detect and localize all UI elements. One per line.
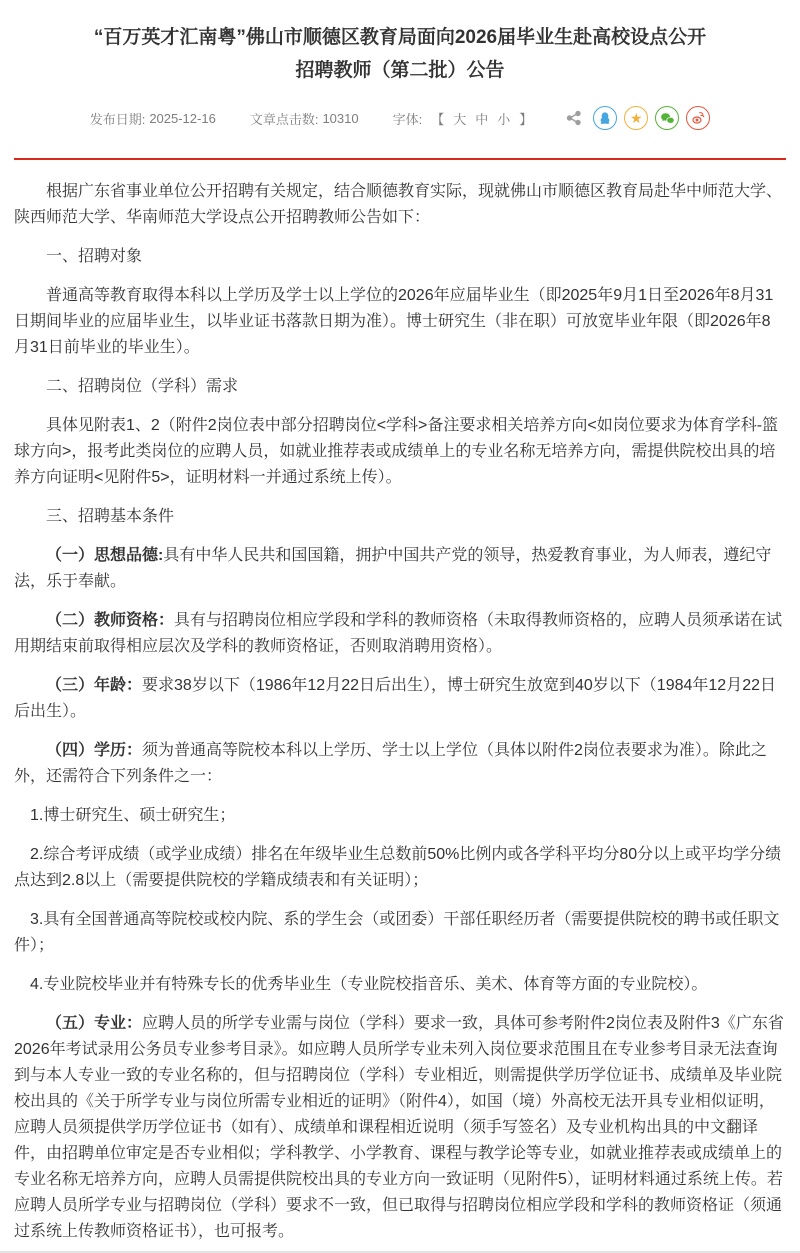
bracket-close: 】: [519, 111, 533, 127]
weibo-share-icon[interactable]: [686, 106, 710, 130]
star-glyph: ★: [630, 110, 643, 126]
paragraph: 普通高等教育取得本科以上学历及学士以上学位的2026年应届毕业生（即2025年9月1日至2026年8月31日期间毕业的应届毕业生，以毕业证书落款日期为准）。博士研究生（非在职）可放宽毕业年限（即2026年8月31日前毕业的毕业生）。: [14, 287, 774, 356]
paragraph: （四）学历：须为普通高等院校本科以上学历、学士以上学位（具体以附件2岗位表要求为准）。除此之外，还需符合下列条件之一：: [14, 742, 767, 785]
qzone-share-icon[interactable]: [624, 106, 648, 130]
font-size-small-button[interactable]: 小: [497, 111, 511, 127]
qq-share-icon[interactable]: [593, 106, 617, 130]
share-bar: [566, 106, 710, 130]
paragraph: （一）思想品德:具有中华人民共和国国籍，拥护中国共产党的领导，热爱教育事业，为人师表，遵纪守法，乐于奉献。: [14, 547, 772, 590]
font-size-large-button[interactable]: 大: [453, 111, 467, 127]
font-size-control: [393, 109, 533, 128]
article-body: [0, 160, 800, 1245]
publish-date-label: 发布日期:: [89, 111, 146, 127]
paragraph: （三）年龄：要求38岁以下（1986年12月22日后出生），博士研究生放宽到40岁以下（1984年12月22日后出生）。: [14, 677, 776, 720]
paragraph: （五）专业：应聘人员的所学专业需与岗位（学科）要求一致，具体可参考附件2岗位表及附件3《广东省2026年考试录用公务员专业参考目录》。如应聘人员所学专业未列入岗位要求范围且在专业参考目录无法查询到与本人专业一致的专业名称的，但与招聘岗位（学科）专业相近，则需提供学历学位证书、成绩单及毕业院校出具的《关于所学专业与岗位所需专业相近的证明》（附件4），如国（境）外高校无法开具专业相似证明，应聘人员须提供学历学位证书（如有）、成绩单和课程相近说明（须手写签名）及专业机构出具的中文翻译件，由招聘单位审定是否专业相似；学科教学、小学教育、课程与教学论等专业，如就业推荐表或成绩单上的专业名称无培养方向，应聘人员需提供院校出具的专业方向一致证明（见附件5），证明材料通过系统上传。若应聘人员所学专业与招聘岗位（学科）要求不一致，但已取得与招聘岗位相应学段和学科的教师资格证（须通过系统上传教师资格证书），也可报考。: [14, 1015, 784, 1240]
publish-date-group: [90, 109, 216, 128]
item-lead: （五）专业：: [46, 1015, 143, 1032]
click-count-label: 文章点击数:: [249, 111, 319, 127]
meta-row: [0, 105, 800, 131]
click-count-value: 10310: [322, 110, 359, 126]
paragraph: 3.具有全国普通高等院校或校内院、系的学生会（或团委）干部任职经历者（需要提供院校的聘书或任职文件）；: [14, 911, 780, 954]
section-heading: 二、招聘岗位（学科）需求: [46, 378, 239, 395]
paragraph: 具体见附表1、2（附件2岗位表中部分招聘岗位<学科>备注要求相关培养方向<如岗位要求为体育学科-篮球方向>，报考此类岗位的应聘人员，如就业推荐表或成绩单上的专业名称无培养方向，需提供院校出具的培养方向证明<见附件5>，证明材料一并通过系统上传）。: [14, 417, 779, 486]
font-size-medium-button[interactable]: 中: [475, 111, 489, 127]
bracket-open: 【: [431, 111, 445, 127]
item-lead: （一）思想品德:: [46, 547, 164, 564]
wechat-share-icon[interactable]: [655, 106, 679, 130]
section-heading: 一、招聘对象: [46, 248, 143, 265]
paragraph: 根据广东省事业单位公开招聘有关规定，结合顺德教育实际，现就佛山市顺德区教育局赴华中师范大学、陕西师范大学、华南师范大学设点公开招聘教师公告如下：: [14, 183, 783, 226]
page-title: “百万英才汇南粤”佛山市顺德区教育局面向2026届毕业生赴高校设点公开招聘教师（第二批）公告: [93, 27, 707, 81]
publish-date-value: 2025-12-16: [149, 110, 216, 126]
share-icon[interactable]: [566, 110, 582, 126]
paragraph: 1.博士研究生、硕士研究生；: [30, 807, 236, 824]
item-lead: （四）学历：: [46, 742, 143, 759]
paragraph: 2.综合考评成绩（或学业成绩）排名在年级毕业生总数前50%比例内或各学科平均分80分以上或平均学分绩点达到2.8以上（需要提供院校的学籍成绩表和有关证明）；: [14, 846, 782, 889]
paragraph: （二）教师资格：具有与招聘岗位相应学段和学科的教师资格（未取得教师资格的，应聘人员须承诺在试用期结束前取得相应层次及学科的教师资格证，否则取消聘用资格）。: [14, 612, 783, 655]
click-count-group: [250, 109, 359, 128]
item-lead: （三）年龄：: [46, 677, 143, 694]
paragraph: 4.专业院校毕业并有特殊专长的优秀毕业生（专业院校指音乐、美术、体育等方面的专业院校）。: [30, 976, 708, 993]
font-size-label: 字体:: [392, 111, 423, 127]
item-lead: （二）教师资格：: [46, 612, 175, 629]
section-heading: 三、招聘基本条件: [46, 508, 175, 525]
